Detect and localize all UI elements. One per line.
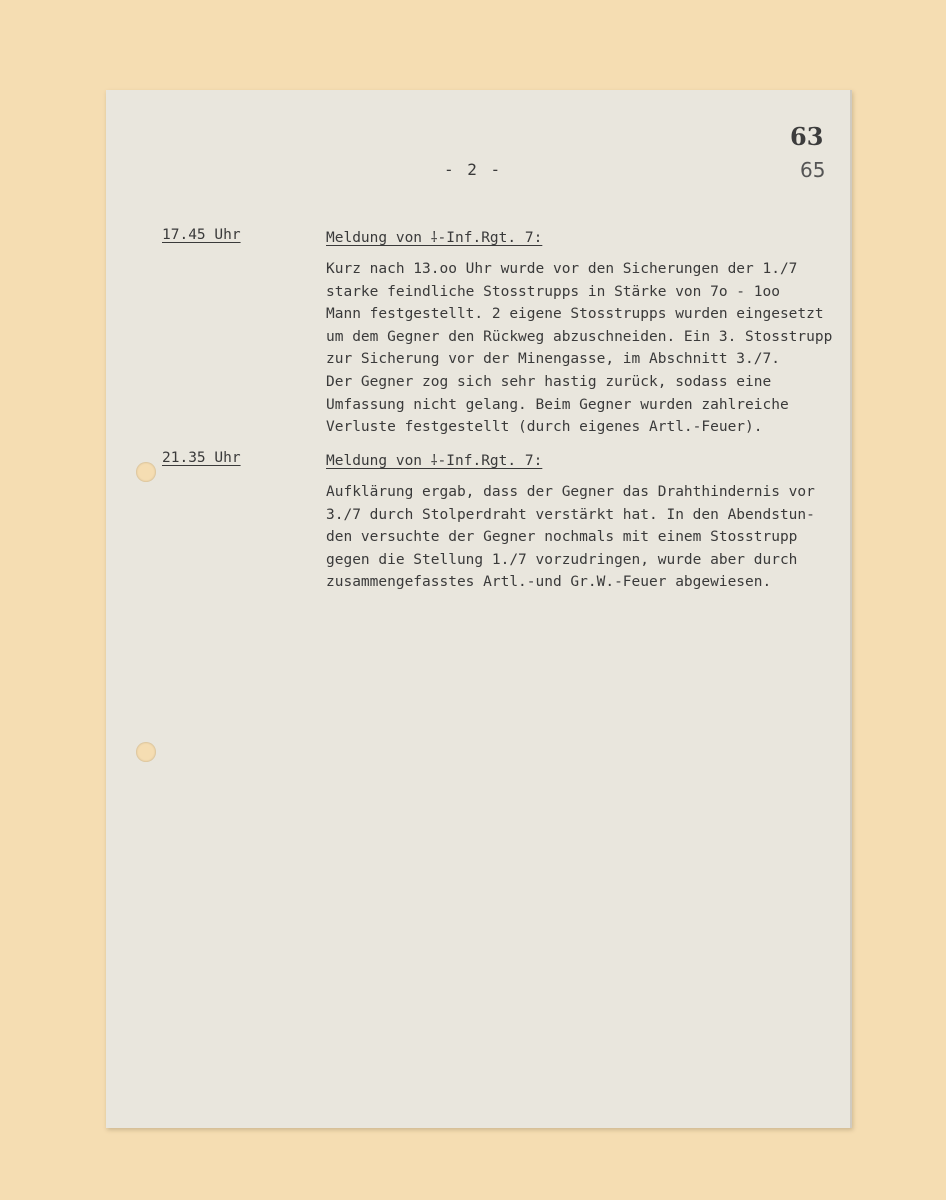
- text-line: um dem Gegner den Rückweg abzuschneiden. Ein 3. Stosstrupp: [326, 328, 833, 345]
- text-line: Mann festgestellt. 2 eigene Stosstrupps wurden eingesetzt: [326, 306, 824, 323]
- punch-hole: [136, 742, 156, 762]
- text-line: zusammengefasstes Artl.-und Gr.W.-Feuer abgewiesen.: [326, 574, 772, 591]
- entry-heading: Meldung von ⸸-Inf.Rgt. 7:: [326, 230, 543, 246]
- text-line: Der Gegner zog sich sehr hastig zurück, sodass eine: [326, 373, 772, 390]
- text-line: starke feindliche Stosstrupps in Stärke von 7o - 1oo: [326, 283, 780, 300]
- entry-time: 17.45 Uhr: [162, 227, 241, 243]
- folio-stamp-number: 63: [790, 122, 824, 151]
- entry-body: [326, 481, 846, 594]
- text-line: Kurz nach 13.oo Uhr wurde vor den Sicherungen der 1./7: [326, 261, 798, 277]
- text-line: 3./7 durch Stolperdraht verstärkt hat. In den Abendstun-: [326, 506, 815, 523]
- folio-pencil-number: 65: [800, 158, 826, 182]
- text-line: zur Sicherung vor der Minengasse, im Abschnitt 3./7.: [326, 351, 780, 368]
- entry-time: 21.35 Uhr: [162, 450, 241, 466]
- entry-heading: Meldung von ⸸-Inf.Rgt. 7:: [326, 453, 543, 469]
- punch-hole: [136, 462, 156, 482]
- entry-body: [326, 258, 846, 439]
- text-line: Aufklärung ergab, dass der Gegner das Drahthindernis vor: [326, 484, 815, 500]
- text-line: Umfassung nicht gelang. Beim Gegner wurden zahlreiche: [326, 396, 789, 413]
- text-line: gegen die Stellung 1./7 vorzudringen, wurde aber durch: [326, 551, 798, 568]
- page-number: - 2 -: [444, 160, 503, 179]
- text-line: den versuchte der Gegner nochmals mit einem Stosstrupp: [326, 529, 798, 546]
- document-page: [106, 90, 852, 1128]
- text-line: Verluste festgestellt (durch eigenes Artl.-Feuer).: [326, 419, 763, 436]
